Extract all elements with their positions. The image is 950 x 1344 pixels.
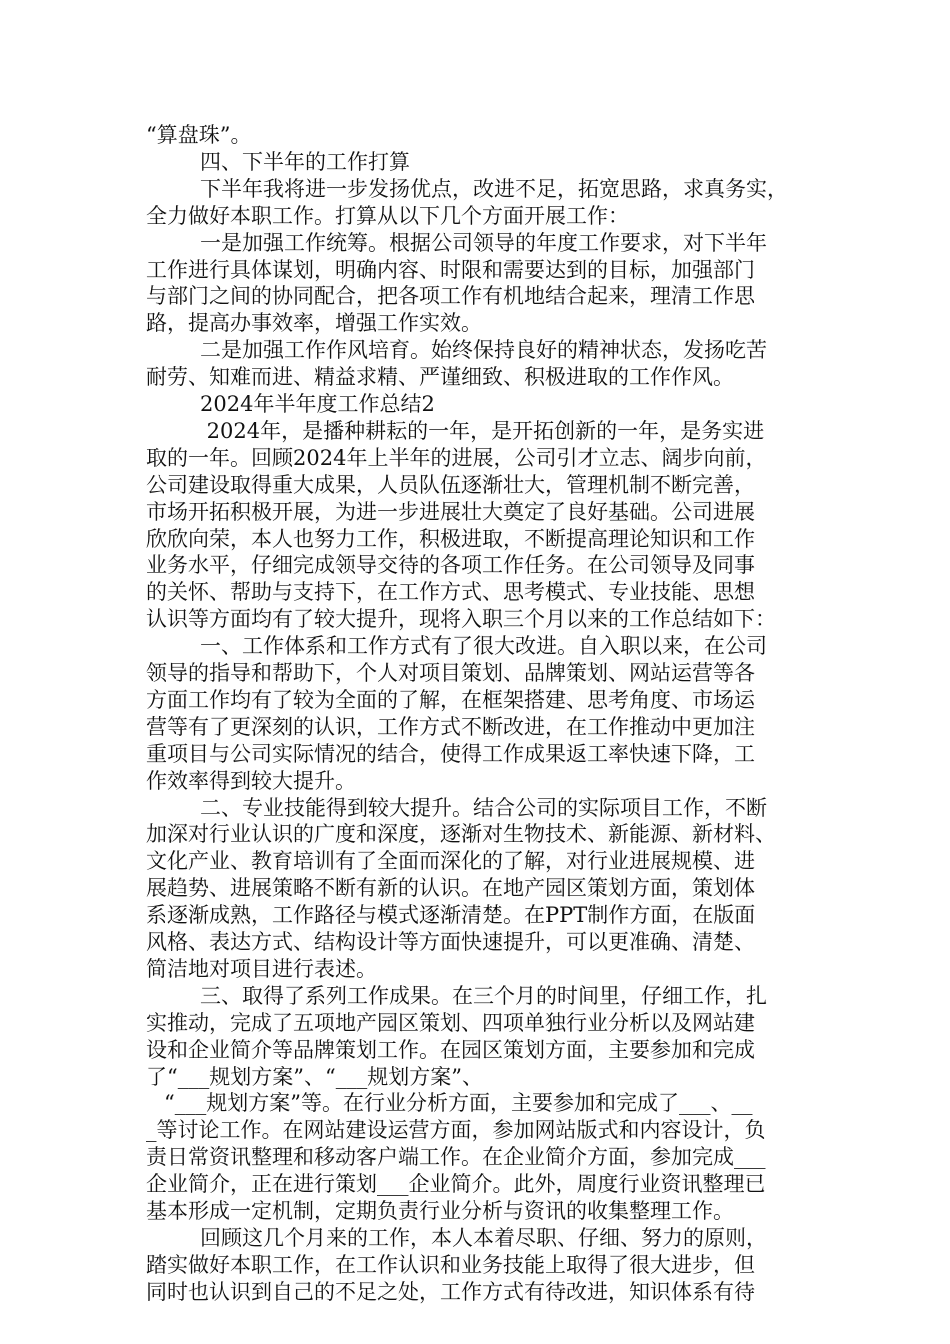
text-line: 系逐渐成熟，工作路径与模式逐渐清楚。在PPT制作方面，在版面 [146,903,756,928]
text-line: 风格、表达方式、结构设计等方面快速提升，可以更准确、清楚、 [146,930,755,954]
text-line: 踏实做好本职工作，在工作认识和业务技能上取得了很大进步，但 [146,1252,755,1277]
text-line: “___规划方案”等。在行业分析方面，主要参加和完成了___、__ [164,1091,753,1116]
text-line: 欣欣向荣，本人也努力工作，积极进取，不断提高理论知识和工作 [146,526,755,551]
text-line: 一、工作体系和工作方式有了很大改进。自入职以来，在公司 [200,634,767,659]
text-line: 回顾这几个月来的工作，本人本着尽职、仔细、努力的原则， [200,1225,767,1250]
text-line: 企业简介，正在进行策划___企业简介。此外，周度行业资讯整理已 [146,1172,766,1197]
text-line: 简洁地对项目进行表述。 [146,956,377,981]
text-line: 全力做好本职工作。打算从以下几个方面开展工作： [146,203,629,228]
text-line: 市场开拓积极开展，为进一步进展壮大奠定了良好基础。公司进展 [146,499,755,524]
text-line: 基本形成一定机制，定期负责行业分析与资讯的收集整理工作。 [146,1199,734,1223]
text-line: 加深对行业认识的广度和深度，逐渐对生物技术、新能源、新材料、 [146,822,776,847]
text-line: 公司建设取得重大成果，人员队伍逐渐壮大，管理机制不断完善， [146,472,755,497]
text-line: 责日常资讯整理和移动客户端工作。在企业简介方面，参加完成___ [146,1145,766,1170]
text-line: “算盘珠”。 [146,123,252,147]
text-line: 与部门之间的协同配合，把各项工作有机地结合起来，理清工作思 [146,284,755,309]
text-line: 一是加强工作统筹。根据公司领导的年度工作要求，对下半年 [200,230,767,255]
text-line: 工作进行具体谋划，明确内容、时限和需要达到的目标，加强部门 [146,257,755,282]
text-line: 了“___规划方案”、“___规划方案”、 [146,1064,483,1089]
text-line: 二是加强工作作风培育。始终保持良好的精神状态，发扬吃苦 [200,338,767,363]
section-heading: 四、下半年的工作打算 [200,149,410,174]
text-line: 耐劳、知难而进、精益求精、严谨细致、积极进取的工作作风。 [146,365,734,390]
text-line: 2024年，是播种耕耘的一年，是开拓创新的一年，是务实进 [200,418,765,443]
text-line: 二、专业技能得到较大提升。结合公司的实际项目工作，不断 [200,795,767,820]
text-line: 认识等方面均有了较大提升，现将入职三个月以来的工作总结如下： [146,607,776,632]
text-line: 作效率得到较大提升。 [146,768,356,793]
text-line: 同时也认识到自己的不足之处，工作方式有待改进，知识体系有待 [146,1279,755,1304]
section-heading: 2024年半年度工作总结2 [200,392,435,416]
text-line: 三、取得了系列工作成果。在三个月的时间里，仔细工作，扎 [200,983,767,1008]
text-line: 取的一年。回顾2024年上半年的进展，公司引才立志、阔步向前， [146,445,767,470]
text-line: 方面工作均有了较为全面的了解，在框架搭建、思考角度、市场运 [146,687,755,712]
text-line: 业务水平，仔细完成领导交待的各项工作任务。在公司领导及同事 [146,553,755,578]
text-line: 展趋势、进展策略不断有新的认识。在地产园区策划方面，策划体 [146,876,755,901]
text-line: 下半年我将进一步发扬优点，改进不足，拓宽思路，求真务实， [200,176,788,201]
text-line: 实推动，完成了五项地产园区策划、四项单独行业分析以及网站建 [146,1010,755,1035]
text-line: _等讨论工作。在网站建设运营方面，参加网站版式和内容设计，负 [146,1118,766,1143]
text-line: 的关怀、帮助与支持下，在工作方式、思考模式、专业技能、思想 [146,580,755,605]
text-line: 文化产业、教育培训有了全面而深化的了解，对行业进展规模、进 [146,849,755,874]
text-line: 重项目与公司实际情况的结合，使得工作成果返工率快速下降，工 [146,741,755,766]
text-line: 营等有了更深刻的认识，工作方式不断改进，在工作推动中更加注 [146,714,755,739]
text-line: 路，提高办事效率，增强工作实效。 [146,311,482,336]
text-line: 领导的指导和帮助下，个人对项目策划、品牌策划、网站运营等各 [146,661,755,685]
text-line: 设和企业简介等品牌策划工作。在园区策划方面，主要参加和完成 [146,1037,755,1062]
